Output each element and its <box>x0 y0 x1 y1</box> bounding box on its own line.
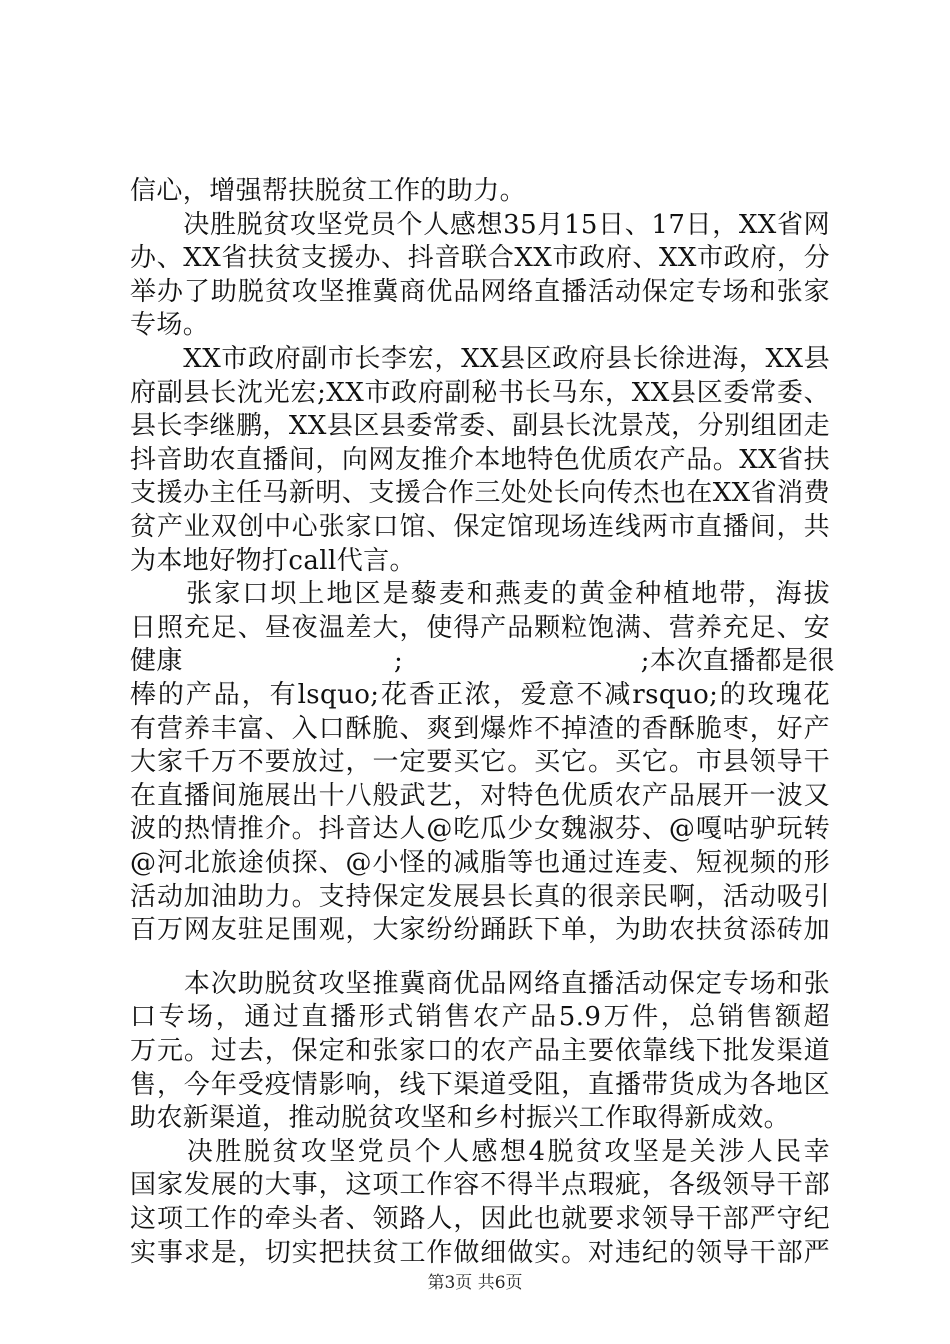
body-text-line: 贫产业双创中心张家口馆、保定馆现场连线两市直播间，共 <box>130 512 830 542</box>
body-text-line: 信心，增强帮扶脱贫工作的助力。 <box>130 176 527 206</box>
body-text-line: 波的热情推介。抖音达人@吃瓜少女魏淑芬、@嘎咕驴玩转 <box>130 814 830 844</box>
body-text-line: 支援办主任马新明、支援合作三处处长向传杰也在XX省消费 <box>130 478 830 508</box>
body-text-line: 张家口坝上地区是藜麦和燕麦的黄金种植地带，海拔 <box>186 579 830 609</box>
body-text-line: 本次助脱贫攻坚推冀商优品网络直播活动保定专场和张 <box>183 969 830 999</box>
body-text-line: XX市政府副市长李宏，XX县区政府县长徐进海，XX县 <box>183 344 830 374</box>
body-text-line: 这项工作的牵头者、领路人，因此也就要求领导干部严守纪 <box>130 1204 830 1234</box>
body-text-line: 大家千万不要放过，一定要买它。买它。买它。市县领导干 <box>130 747 830 777</box>
body-text-line: 日照充足、昼夜温差大，使得产品颗粒饱满、营养充足、安 <box>130 613 830 643</box>
body-text-line: 国家发展的大事，这项工作容不得半点瑕疵，各级领导干部 <box>130 1170 830 1200</box>
body-text-line: 售，今年受疫情影响，线下渠道受阻，直播带货成为各地区 <box>130 1070 830 1100</box>
body-text-line: 有营养丰富、入口酥脆、爽到爆炸不掉渣的香酥脆枣，好产 <box>130 714 830 744</box>
body-text-line: 决胜脱贫攻坚党员个人感想35月15日、17日，XX省网 <box>183 210 830 240</box>
body-text-line: 健康 ; ;本次直播都是很 <box>130 646 835 676</box>
body-text-line: 办、XX省扶贫支援办、抖音联合XX市政府、XX市政府，分 <box>130 243 830 273</box>
body-text-line: 百万网友驻足围观，大家纷纷踊跃下单，为助农扶贫添砖加 <box>130 915 830 945</box>
body-text-line: 抖音助农直播间，向网友推介本地特色优质农产品。XX省扶 <box>130 445 830 475</box>
page-number-footer: 第3页 共6页 <box>427 1273 523 1293</box>
body-text-line: 举办了助脱贫攻坚推冀商优品网络直播活动保定专场和张家 <box>130 277 830 307</box>
body-text-line: 活动加油助力。支持保定发展县长真的很亲民啊，活动吸引 <box>130 882 830 912</box>
body-text-line: 为本地好物打call代言。 <box>130 546 416 576</box>
body-text-line: 府副县长沈光宏;XX市政府副秘书长马东，XX县区委常委、 <box>130 378 830 408</box>
body-text-line: 县长李继鹏，XX县区县委常委、副县长沈景茂，分别组团走 <box>130 411 830 441</box>
body-text-line: @河北旅途侦探、@小怪的减脂等也通过连麦、短视频的形 <box>130 848 830 878</box>
body-text-line: 万元。过去，保定和张家口的农产品主要依靠线下批发渠道 <box>130 1036 830 1066</box>
body-text-line: 实事求是，切实把扶贫工作做细做实。对违纪的领导干部严 <box>130 1238 830 1268</box>
body-text-line: 助农新渠道，推动脱贫攻坚和乡村振兴工作取得新成效。 <box>130 1103 791 1133</box>
body-text-line: 在直播间施展出十八般武艺，对特色优质农产品展开一波又 <box>130 781 830 811</box>
body-text-line: 决胜脱贫攻坚党员个人感想4脱贫攻坚是关涉人民幸 <box>186 1137 830 1167</box>
body-text-line: 棒的产品，有lsquo;花香正浓，爱意不减rsquo;的玫瑰花 <box>130 680 830 710</box>
body-text-line: 专场。 <box>130 310 210 340</box>
body-text-line: 口专场，通过直播形式销售农产品5.9万件，总销售额超 <box>130 1002 830 1032</box>
